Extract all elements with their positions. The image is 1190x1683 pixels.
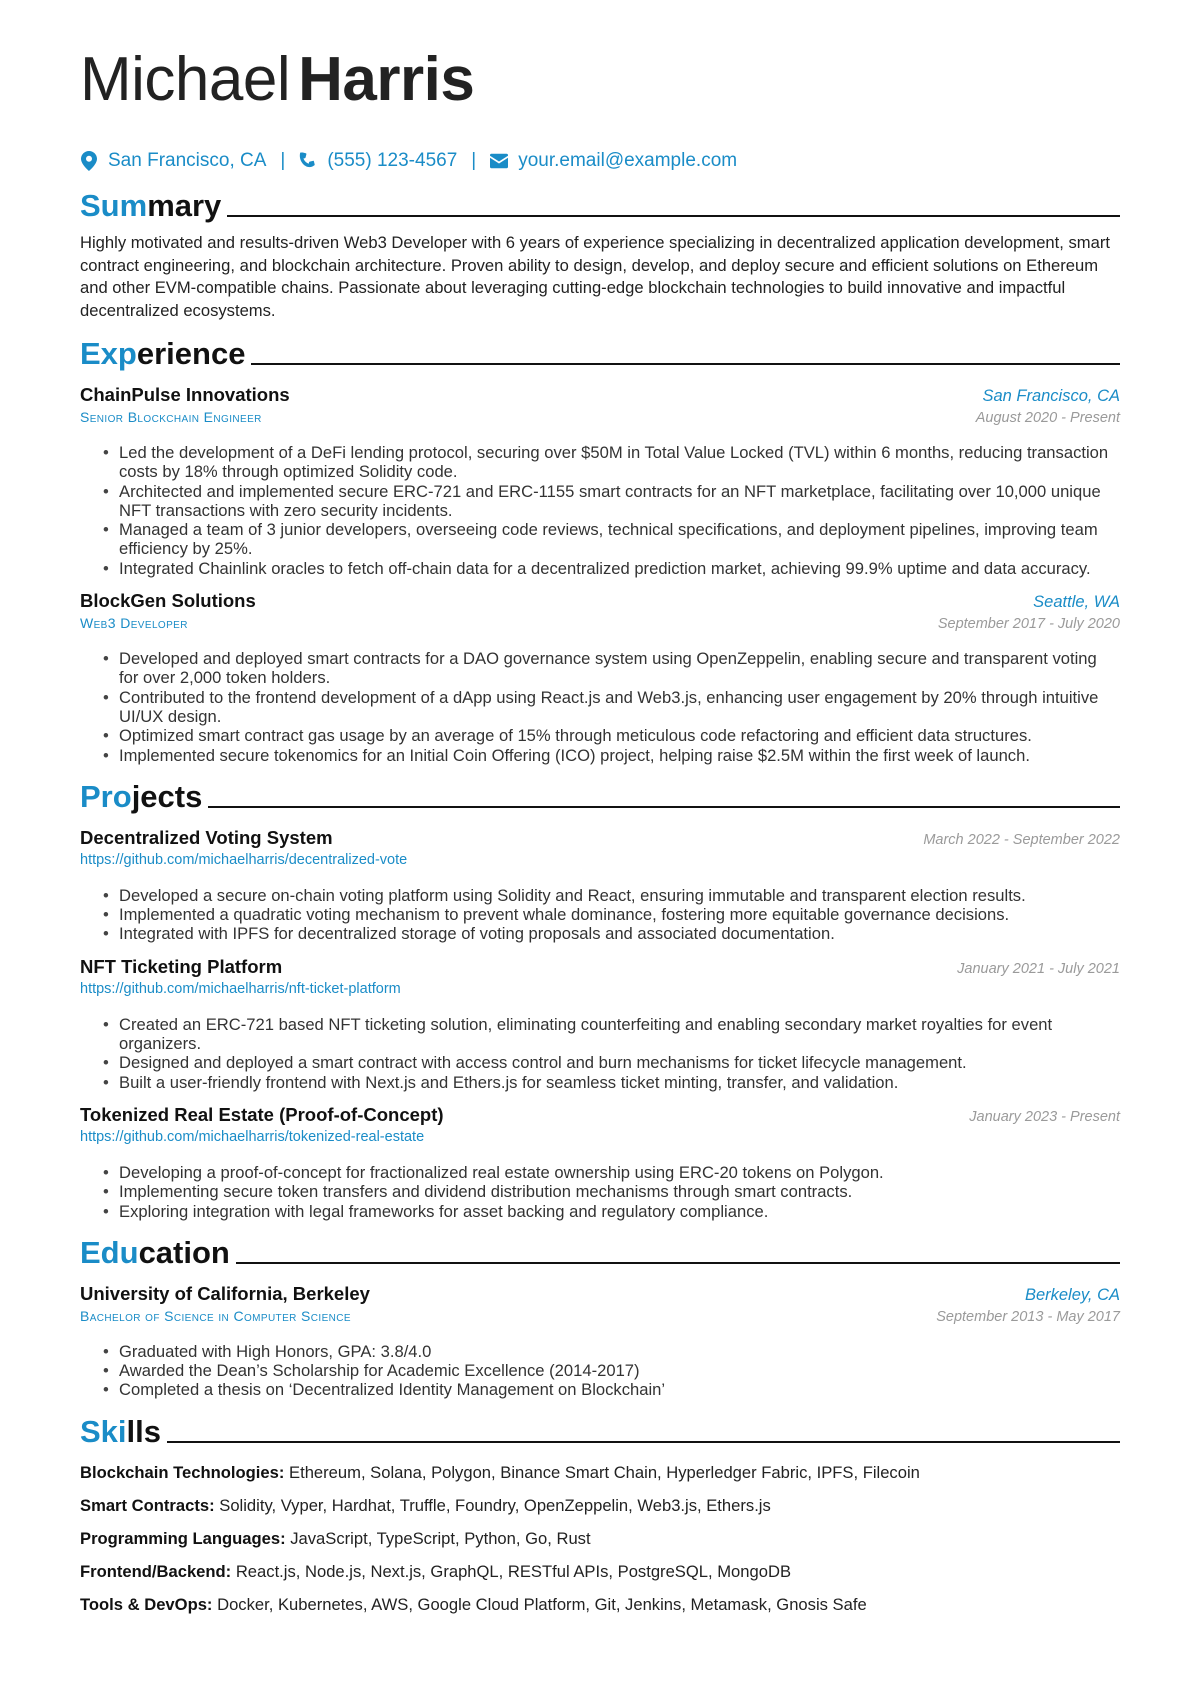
bullet-item: • Implemented secure tokenomics for an Initial Coin Offering (ICO) project, helping raise $2.5M within the first week of launch. xyxy=(103,746,1120,765)
skill-category: Programming Languages: xyxy=(80,1528,286,1548)
bullet-item: • Developed and deployed smart contracts for a DAO governance system using OpenZeppelin, enabling secure and transparent voting for over 2,000 token holders. xyxy=(103,649,1120,688)
bullet-item: • Created an ERC-721 based NFT ticketing solution, eliminating counterfeiting and enabling secondary market royalties for event organizers. xyxy=(103,1015,1120,1054)
bullet-item: • Integrated with IPFS for decentralized storage of voting proposals and associated documentation. xyxy=(103,924,1120,943)
heading-accent: Sum xyxy=(80,188,148,223)
project-entry xyxy=(80,1104,1120,1221)
experience-entry xyxy=(80,590,1120,765)
bullet-item: • Developing a proof-of-concept for fractionalized real estate ownership using ERC-20 tokens on Polygon. xyxy=(103,1163,1120,1182)
contact-separator: | xyxy=(280,150,286,171)
summary-heading xyxy=(80,184,1120,224)
job-dates: September 2017 - July 2020 xyxy=(937,616,1120,633)
heading-accent: Pro xyxy=(80,778,132,814)
skill-category: Tools & DevOps: xyxy=(80,1594,213,1614)
project-name: Tokenized Real Estate (Proof-of-Concept) xyxy=(80,1103,444,1125)
bullet-item: • Completed a thesis on ‘Decentralized Identity Management on Blockchain’ xyxy=(103,1380,1120,1399)
project-entry xyxy=(80,956,1120,1092)
section-divider xyxy=(208,806,1120,808)
school-dates: September 2013 - May 2017 xyxy=(936,1308,1120,1325)
bullet-item: • Exploring integration with legal frameworks for asset backing and regulatory compliance. xyxy=(103,1202,1120,1221)
bullet-item: • Architected and implemented secure ERC-721 and ERC-1155 smart contracts for an NFT marketplace, facilitating over 10,000 unique NFT transactions with zero security incidents. xyxy=(103,482,1120,521)
contact-bar xyxy=(80,148,1120,174)
contact-phone xyxy=(299,150,457,172)
resume-page xyxy=(80,40,1120,1625)
experience-heading xyxy=(80,332,1120,372)
job-location: Seattle, WA xyxy=(1033,593,1120,612)
section-divider xyxy=(236,1262,1120,1264)
bullet-list xyxy=(80,1342,1120,1400)
phone-text: (555) 123-4567 xyxy=(327,150,458,171)
job-title: Web3 Developer xyxy=(80,615,188,632)
project-dates: March 2022 - September 2022 xyxy=(923,831,1120,848)
email-link[interactable]: your.email@example.com xyxy=(518,150,738,171)
school-name: University of California, Berkeley xyxy=(80,1282,370,1304)
heading-accent: Edu xyxy=(80,1234,139,1270)
bullet-item: • Led the development of a DeFi lending protocol, securing over $50M in Total Value Locked (TVL) within 6 months, reducing transaction costs by 18% through optimized Solidity code. xyxy=(103,443,1120,482)
last-name: Harris xyxy=(298,45,475,114)
skill-values: Ethereum, Solana, Polygon, Binance Smart Chain, Hyperledger Fabric, IPFS, Filecoin xyxy=(289,1462,920,1482)
skill-category: Blockchain Technologies: xyxy=(80,1462,285,1482)
skill-row xyxy=(80,1559,1120,1592)
heading-accent: Ski xyxy=(80,1413,127,1449)
contact-email[interactable] xyxy=(490,150,737,172)
degree-title: Bachelor of Science in Computer Science xyxy=(80,1307,351,1324)
skill-category: Frontend/Backend: xyxy=(80,1561,232,1581)
job-title: Senior Blockchain Engineer xyxy=(80,409,262,425)
job-dates: August 2020 - Present xyxy=(975,410,1120,426)
bullet-item: • Awarded the Dean’s Scholarship for Academic Excellence (2014-2017) xyxy=(103,1361,1120,1380)
education-heading xyxy=(80,1231,1120,1271)
summary-text: Highly motivated and results-driven Web3 Developer with 6 years of experience specializing in decentralized application development, smart contract engineering, and blockchain architecture. Proven ability to design, develop, and deploy secure and efficient solutions on Ethereum and other EVM-compatible chains. Passionate about leveraging cutting-edge blockchain technologies to build innovative and impactful decentralized ecosystems. xyxy=(80,233,1110,320)
map-pin-icon xyxy=(80,151,98,171)
bullet-item: • Optimized smart contract gas usage by an average of 15% through meticulous code refactoring and efficient data structures. xyxy=(103,726,1120,745)
first-name: Michael xyxy=(80,45,291,114)
bullet-item: • Implementing secure token transfers and dividend distribution mechanisms through smart contracts. xyxy=(103,1182,1120,1201)
skill-category: Smart Contracts: xyxy=(80,1495,215,1515)
contact-location xyxy=(80,150,266,172)
heading-rest: cation xyxy=(138,1234,230,1270)
skill-values: React.js, Node.js, Next.js, GraphQL, RESTful APIs, PostgreSQL, MongoDB xyxy=(235,1561,792,1581)
bullet-item: • Built a user-friendly frontend with Next.js and Ethers.js for seamless ticket minting, transfer, and validation. xyxy=(103,1073,1120,1092)
project-dates: January 2023 - Present xyxy=(969,1108,1120,1125)
project-link[interactable]: https://github.com/michaelharris/nft-ticket-platform xyxy=(80,980,401,997)
school-location: Berkeley, CA xyxy=(1024,1285,1120,1304)
experience-entry xyxy=(80,384,1120,578)
bullet-item: • Contributed to the frontend development of a dApp using React.js and Web3.js, enhancing user engagement by 20% through intuitive UI/UX design. xyxy=(103,688,1120,727)
project-link[interactable]: https://github.com/michaelharris/decentralized-vote xyxy=(80,851,408,868)
bullet-list xyxy=(80,886,1120,944)
heading-accent: Exp xyxy=(80,336,137,371)
job-location: San Francisco, CA xyxy=(982,387,1120,405)
phone-icon xyxy=(299,151,317,171)
bullet-item: • Graduated with High Honors, GPA: 3.8/4.0 xyxy=(103,1342,1120,1361)
project-entry xyxy=(80,827,1120,944)
skill-values: JavaScript, TypeScript, Python, Go, Rust xyxy=(290,1528,591,1548)
education-entry xyxy=(80,1283,1120,1400)
project-name: Decentralized Voting System xyxy=(80,826,333,848)
skill-values: Docker, Kubernetes, AWS, Google Cloud Platform, Git, Jenkins, Metamask, Gnosis Safe xyxy=(217,1594,867,1614)
bullet-item: • Designed and deployed a smart contract with access control and burn mechanisms for ticket lifecycle management. xyxy=(103,1053,1120,1072)
heading-rest: lls xyxy=(126,1413,161,1449)
envelope-icon xyxy=(490,151,508,171)
skill-row xyxy=(80,1460,1120,1493)
section-divider xyxy=(227,215,1120,217)
heading-rest: erience xyxy=(136,336,246,371)
skill-row xyxy=(80,1526,1120,1559)
skills-heading xyxy=(80,1410,1120,1450)
bullet-item: • Integrated Chainlink oracles to fetch off-chain data for a decentralized prediction market, achieving 99.9% uptime and data accuracy. xyxy=(103,559,1120,578)
heading-rest: mary xyxy=(147,188,222,223)
heading-rest: jects xyxy=(131,778,203,814)
skill-row xyxy=(80,1592,1120,1625)
project-link[interactable]: https://github.com/michaelharris/tokenized-real-estate xyxy=(80,1128,425,1145)
bullet-list xyxy=(80,1163,1120,1221)
bullet-item: • Managed a team of 3 junior developers, overseeing code reviews, technical specifications, and deployment pipelines, improving team efficiency by 25%. xyxy=(103,520,1120,559)
location-text: San Francisco, CA xyxy=(108,150,267,171)
skill-row xyxy=(80,1493,1120,1526)
skill-values: Solidity, Vyper, Hardhat, Truffle, Foundry, OpenZeppelin, Web3.js, Ethers.js xyxy=(219,1495,771,1515)
project-name: NFT Ticketing Platform xyxy=(80,955,283,977)
bullet-list xyxy=(80,443,1120,578)
projects-heading xyxy=(80,775,1120,815)
section-divider xyxy=(167,1441,1120,1443)
company-name: BlockGen Solutions xyxy=(80,590,256,612)
contact-separator: | xyxy=(471,150,477,171)
company-name: ChainPulse Innovations xyxy=(80,384,290,405)
candidate-name xyxy=(80,40,1120,120)
skills-list xyxy=(80,1460,1120,1625)
project-dates: January 2021 - July 2021 xyxy=(957,960,1120,977)
bullet-item: • Implemented a quadratic voting mechanism to prevent whale dominance, fostering more equitable governance decisions. xyxy=(103,905,1120,924)
section-divider xyxy=(251,363,1120,365)
bullet-list xyxy=(80,1015,1120,1092)
bullet-item: • Developed a secure on-chain voting platform using Solidity and React, ensuring immutable and transparent election results. xyxy=(103,886,1120,905)
bullet-list xyxy=(80,649,1120,765)
